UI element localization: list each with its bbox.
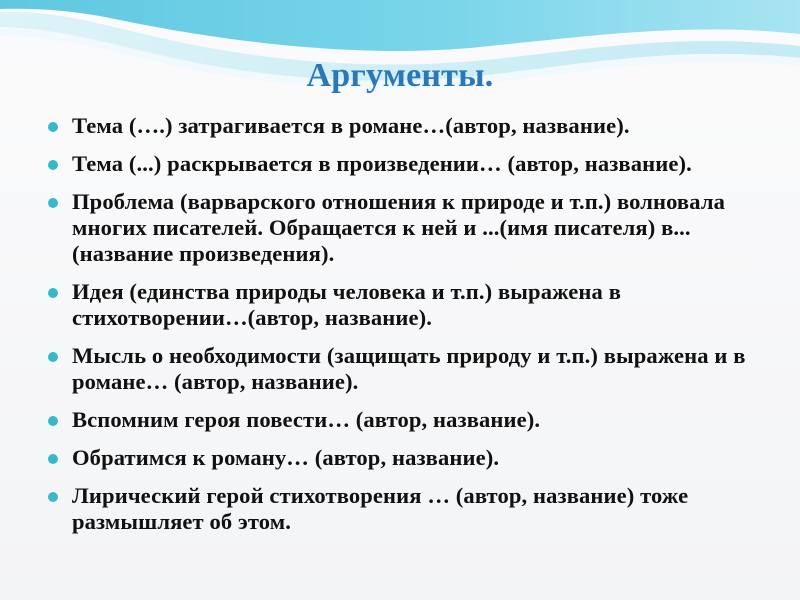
bullet-icon — [48, 288, 58, 298]
list-item-text: Лирический герой стихотворения … (автор, название) тоже размышляет об этом. — [72, 483, 689, 534]
list-item-text: Тема (...) раскрывается в произведении… (автор, название). — [72, 151, 692, 176]
list-item — [44, 189, 764, 267]
list-item-text: Идея (единства природы человека и т.п.) выражена в стихотворении…(автор, название). — [72, 279, 621, 330]
list-item — [44, 483, 764, 535]
list-item-text: Вспомним героя повести… (автор, название). — [72, 407, 541, 432]
list-item — [44, 151, 764, 177]
bullet-list — [44, 113, 764, 547]
list-item — [44, 445, 764, 471]
list-item — [44, 113, 764, 139]
list-item — [44, 407, 764, 433]
bullet-icon — [48, 454, 58, 464]
list-item-text: Проблема (варварского отношения к природе и т.п.) волновала многих писателей. Обращается к ней и ...(имя писателя) в...(название произведения). — [72, 189, 725, 266]
list-item-text: Тема (….) затрагивается в романе…(автор, название). — [72, 113, 630, 138]
list-item-text: Мысль о необходимости (защищать природу и т.п.) выражена и в романе… (автор, название). — [72, 343, 746, 394]
list-item — [44, 279, 764, 331]
list-item-text: Обратимся к роману… (автор, название). — [72, 445, 500, 470]
bullet-icon — [48, 416, 58, 426]
bullet-icon — [48, 198, 58, 208]
bullet-icon — [48, 160, 58, 170]
slide-title: Аргументы. — [306, 57, 494, 94]
bullet-icon — [48, 122, 58, 132]
list-item — [44, 343, 764, 395]
bullet-icon — [48, 352, 58, 362]
bullet-icon — [48, 492, 58, 502]
